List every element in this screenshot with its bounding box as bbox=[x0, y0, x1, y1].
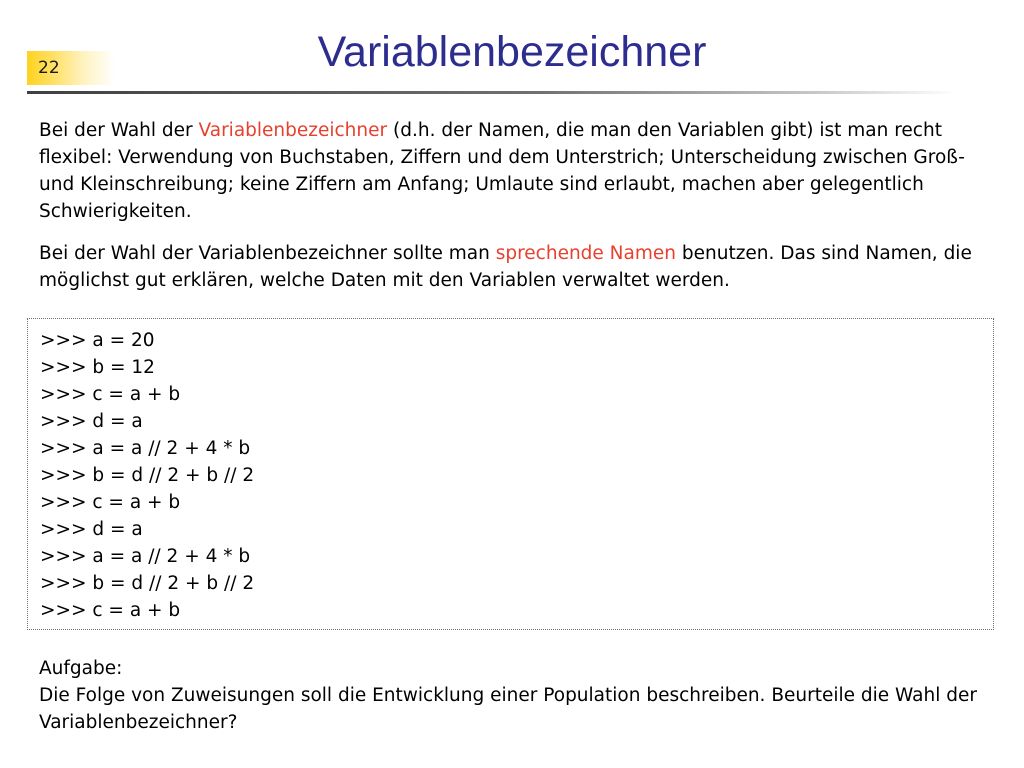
code-line: >>> b = 12 bbox=[40, 357, 155, 378]
highlight-term: sprechende Namen bbox=[495, 243, 676, 264]
code-line: >>> d = a bbox=[40, 411, 143, 432]
code-line: >>> c = a + b bbox=[40, 600, 181, 621]
paragraph-text: (d.h. der Namen, die man den Variablen gibt) ist man recht flexibel: Verwendung von Buchstaben, Ziffern und dem Unterstrich; Unterscheidung zwischen Groß- und Kleinschreibung; keine Ziffern am Anfang; Umlaute sind erlaubt, machen aber gelegentlich Schwierigkeiten. bbox=[39, 120, 965, 222]
code-line: >>> a = 20 bbox=[40, 330, 155, 351]
highlight-term: Variablenbezeichner bbox=[198, 120, 388, 141]
paragraph-text: Bei der Wahl der Variablenbezeichner sollte man bbox=[39, 243, 496, 264]
task-heading: Aufgabe: bbox=[39, 658, 123, 679]
code-line: >>> d = a bbox=[40, 519, 143, 540]
paragraph-text: benutzen. Das sind Namen, die möglichst gut erklären, welche Daten mit den Variablen verwaltet werden. bbox=[39, 243, 972, 291]
code-line: >>> a = a // 2 + 4 * b bbox=[40, 438, 251, 459]
task-text: Die Folge von Zuweisungen soll die Entwicklung einer Population beschreiben. Beurteile die Wahl der Variablenbezeichner? bbox=[39, 685, 977, 733]
paragraph-text: Bei der Wahl der bbox=[39, 120, 199, 141]
code-line: >>> b = d // 2 + b // 2 bbox=[40, 465, 255, 486]
code-line: >>> c = a + b bbox=[40, 492, 181, 513]
title-divider bbox=[27, 91, 957, 94]
paragraph-naming-rules bbox=[39, 117, 989, 225]
code-line: >>> a = a // 2 + 4 * b bbox=[40, 546, 251, 567]
code-line: >>> b = d // 2 + b // 2 bbox=[40, 573, 255, 594]
task-section bbox=[39, 655, 989, 736]
code-box bbox=[27, 318, 994, 630]
paragraph-speaking-names bbox=[39, 240, 989, 294]
code-line: >>> c = a + b bbox=[40, 384, 181, 405]
slide-title: Variablenbezeichner bbox=[317, 28, 707, 76]
slide-number: 22 bbox=[38, 58, 60, 78]
